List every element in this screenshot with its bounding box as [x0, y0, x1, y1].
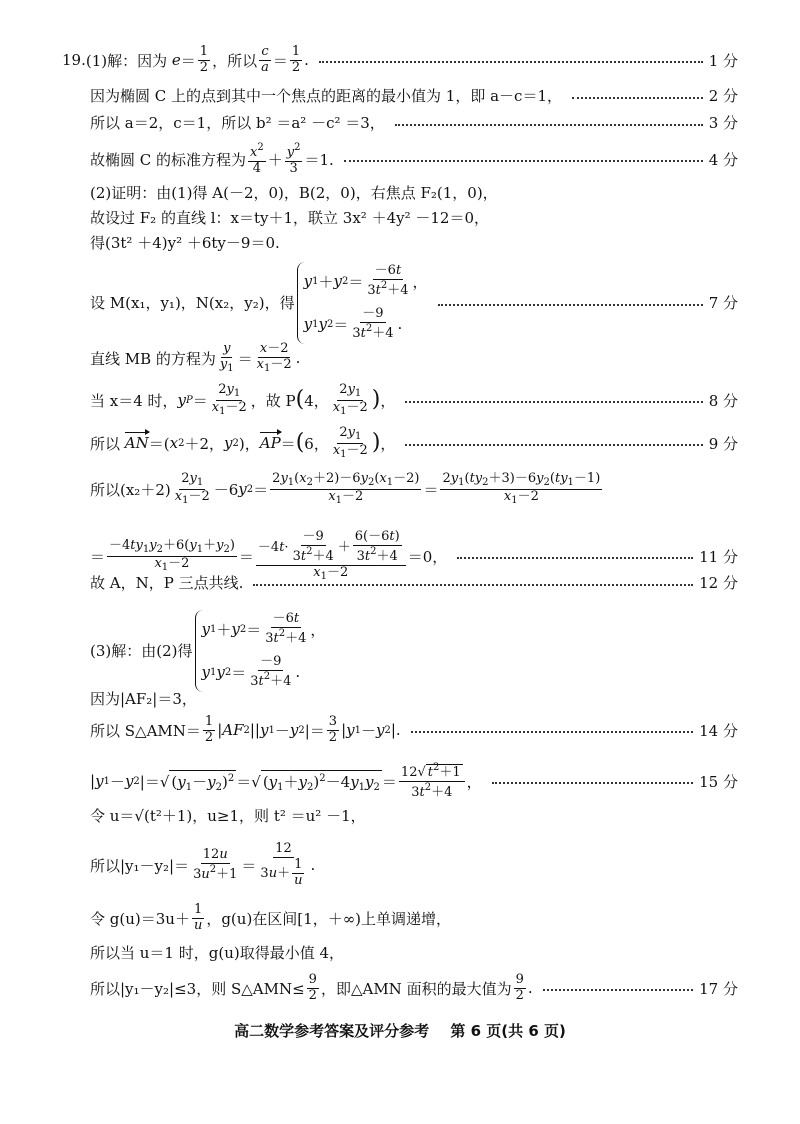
step-1-line: 19. (1)解：因为 e ＝ $\frac{1}{2}$ ， 所以 $\frac{c}{a}$ ＝ $\frac{1}{2}$ . 1 分 — [62, 44, 738, 75]
area-formula-line: 所以 S△AMN＝ $\frac{1}{2}$ | AF 2 || y 1 － y 2 |＝ $\frac{3}{2}$ | y 1 － y 2 |. 14 分 — [90, 714, 738, 745]
difference-line: | y 1 － y 2 |＝√ $(y_1-y_2)^2$ ＝√ $(y_1+y_2)^2-4y_1y_2$ ＝ $\frac{12√ t^2+1}{3t^2+4}$ ， 15 分 — [90, 762, 738, 800]
score-3: 3 分 — [708, 114, 738, 132]
vieta-system-line: 设 M(x₁，y₁)，N(x₂，y₂)，得 y 1 ＋ y 2 ＝ $\frac{-6t}{3t^2+4}$ ， y 1 y 2 ＝ $\frac{-9}{3t^2+4}$ . 7 分 — [90, 262, 738, 344]
score-8: 8 分 — [708, 391, 738, 410]
footer-page: 第 6 页(共 6 页) — [450, 1022, 566, 1040]
score-11: 11 分 — [699, 547, 738, 566]
score-14: 14 分 — [699, 721, 738, 740]
collinear-conclusion-line: 故 A，N，P 三点共线. 12 分 — [90, 574, 738, 592]
part3-system-line: (3)解：由(2)得 y 1 ＋ y 2 ＝ $\frac{-6t}{3t^2+4}$ ， y 1 y 2 ＝ $\frac{-9}{3t^2+4}$ . — [90, 610, 738, 692]
point-p-line: 当 x＝4 时， y P ＝ $\frac{2y_1}{x_1-2}$ ，故 P ( 4， $\frac{2y_1}{x_1-2}$ ) ， 8 分 — [90, 382, 738, 417]
mb-line: 直线 MB 的方程为 $\frac{y}{y_1}$ ＝ $\frac{x-2}{x_1-2}$ . — [90, 341, 301, 374]
footer-title: 高二数学参考答案及评分参考 — [234, 1022, 430, 1040]
monotonic-line: 令 g(u)＝3u＋ $\frac{1}{u}$ ，g(u)在区间[1，＋∞)上单调递增， — [90, 902, 452, 933]
part2-intro-line: (2)证明：由(1)得 A(－2，0)，B(2，0)，右焦点 F₂(1，0)， — [90, 184, 498, 202]
score-12: 12 分 — [699, 574, 738, 592]
collinear-calc-line-2: ＝ $\frac{-4ty_1y_2+6(y_1+y_2)}{x_1-2}$ ＝ －4t· $\frac{-9}{3t^2+4}$ ＋ $\frac{6(-6t)}{3t^2+4}$ $x_1-2$ ＝0， 11 分 — [90, 529, 738, 582]
vieta-system: y 1 ＋ y 2 ＝ $\frac{-6t}{3t^2+4}$ ， y 1 y 2 ＝ $\frac{-9}{3t^2+4}$ . — [297, 262, 428, 344]
vectors-line: 所以 AN ＝( x 2 ＋2， y 2 )， AP ＝ ( 6， $\frac{2y_1}{x_1-2}$ ) ， 9 分 — [90, 425, 738, 460]
part3-system: y 1 ＋ y 2 ＝ $\frac{-6t}{3t^2+4}$ ， y 1 y 2 ＝ $\frac{-9}{3t^2+4}$ . — [195, 610, 326, 692]
page-footer — [0, 1020, 800, 1041]
substitution-line: 令 u＝√(t²＋1)，u≥1，则 t² ＝u² －1， — [90, 807, 366, 825]
u-expression-line: 所以|y₁－y₂|＝ $\frac{12u}{3u^2+1}$ ＝ 12 3u＋ $\frac{1}{u}$ . — [90, 841, 316, 888]
quadratic-line: 得(3t² ＋4)y² ＋6ty－9＝0. — [90, 234, 280, 252]
minimum-line: 所以当 u＝1 时，g(u)取得最小值 4， — [90, 944, 345, 962]
step-3-line: 所以 a＝2，c＝1，所以 b² ＝a² －c² ＝3， 3 分 — [90, 114, 738, 132]
collinear-calc-line-1: 所以(x₂＋2) $\frac{2y_1}{x_1-2}$ －6 y 2 ＝ $\frac{2y_1(x_2+2)-6y_2(x_1-2)}{x_1-2}$ ＝ $\frac{2y_1(ty_2+3)-6y_2(ty_1-1)}{x_1-2}$ — [90, 471, 601, 506]
step-4-line: 故椭圆 C 的标准方程为 $\frac{x^2}{4}$ ＋ $\frac{y^2}{3}$ ＝1. 4 分 — [90, 142, 738, 176]
problem-number: 19. — [62, 51, 86, 70]
score-7: 7 分 — [708, 294, 738, 313]
score-1: 1 分 — [708, 51, 738, 70]
score-9: 9 分 — [708, 434, 738, 453]
score-2: 2 分 — [708, 87, 738, 105]
final-line: 所以|y₁－y₂|≤3，则 S△AMN≤ $\frac{9}{2}$ ，即△AMN 面积的最大值为 $\frac{9}{2}$ . 17 分 — [90, 972, 738, 1003]
line-setup-line: 故设过 F₂ 的直线 l：x＝ty＋1，联立 3x² ＋4y² －12＝0， — [90, 209, 490, 227]
score-15: 15 分 — [699, 772, 738, 791]
step-2-line: 因为椭圆 C 上的点到其中一个焦点的距离的最小值为 1，即 a－c＝1， 2 分 — [90, 87, 738, 105]
score-17: 17 分 — [699, 979, 738, 998]
score-4: 4 分 — [708, 150, 738, 169]
af2-line: 因为|AF₂|＝3， — [90, 690, 197, 708]
